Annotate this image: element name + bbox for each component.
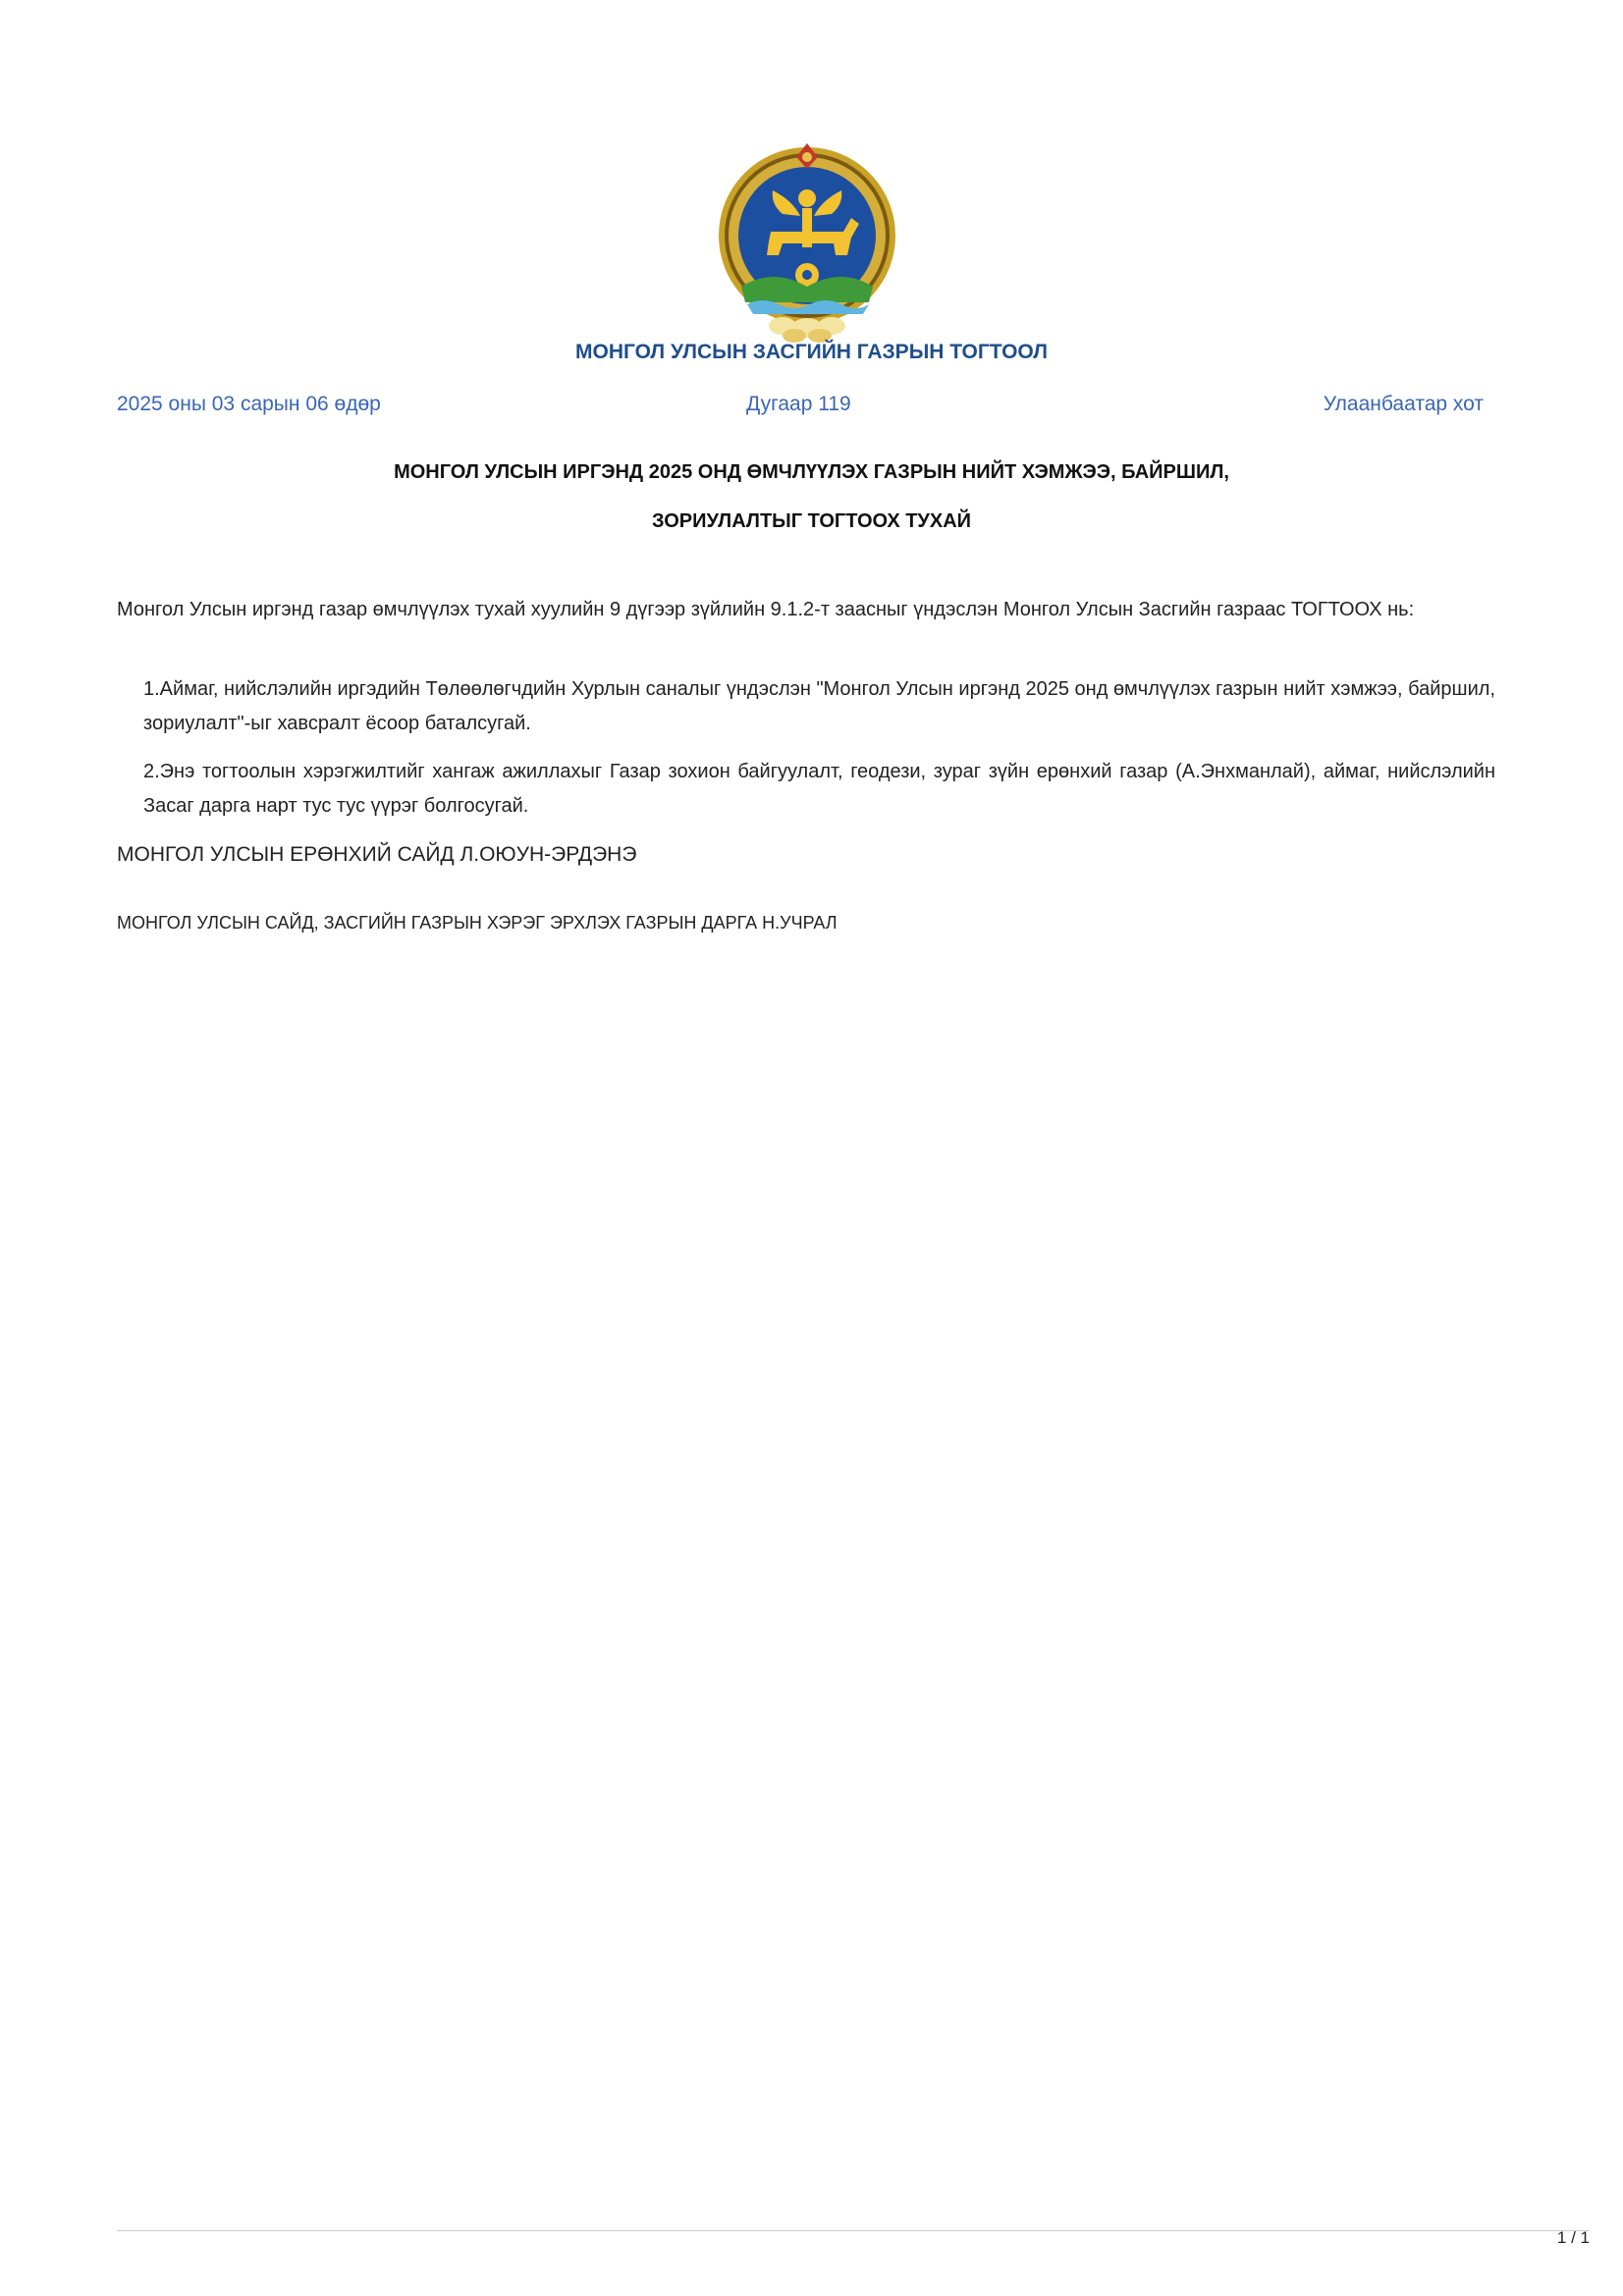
preamble: Монгол Улсын иргэнд газар өмчлүүлэх тухай хуулийн 9 дүгээр зүйлийн 9.1.2-т заасныг үндэслэн Монгол Улсын Засгийн газраас ТОГТООХ нь: (117, 599, 1415, 620)
state-emblem-icon (714, 139, 900, 346)
footer-divider (117, 2230, 1590, 2231)
document-title: МОНГОЛ УЛСЫН ЗАСГИЙН ГАЗРЫН ТОГТООЛ (575, 341, 1048, 363)
resolution-number: Дугаар 119 (746, 393, 851, 415)
clause-1: 1.Аймаг, нийслэлийн иргэдийн Төлөөлөгчдийн Хурлын саналыг үндэслэн "Монгол Улсын иргэнд 2025 онд өмчлүүлэх газрын нийт хэмжээ, байршил, зориулалт"-ыг хавсралт ёсоор баталсугай. (143, 678, 1495, 734)
page-number: 1 / 1 (1556, 2228, 1590, 2247)
resolution-date: 2025 оны 03 сарын 06 өдөр (117, 393, 381, 415)
prime-minister-signature: МОНГОЛ УЛСЫН ЕРӨНХИЙ САЙД Л.ОЮУН-ЭРДЭНЭ (117, 843, 637, 866)
resolution-title-line-2: ЗОРИУЛАЛТЫГ ТОГТООХ ТУХАЙ (651, 510, 972, 532)
resolution-place: Улаанбаатар хот (1323, 393, 1484, 415)
cabinet-secretary-signature: МОНГОЛ УЛСЫН САЙД, ЗАСГИЙН ГАЗРЫН ХЭРЭГ ЭРХЛЭХ ГАЗРЫН ДАРГА Н.УЧРАЛ (117, 913, 838, 933)
clause-2: 2.Энэ тогтоолын хэрэгжилтийг хангаж ажиллахыг Газар зохион байгуулалт, геодези, зураг зүйн ерөнхий газар (А.Энхманлай), аймаг, нийслэлийн Засаг дарга нарт тус тус үүрэг болгосугай. (143, 761, 1495, 817)
resolution-title-line-1: МОНГОЛ УЛСЫН ИРГЭНД 2025 ОНД ӨМЧЛҮҮЛЭХ ГАЗРЫН НИЙТ ХЭМЖЭЭ, БАЙРШИЛ, (394, 461, 1229, 483)
